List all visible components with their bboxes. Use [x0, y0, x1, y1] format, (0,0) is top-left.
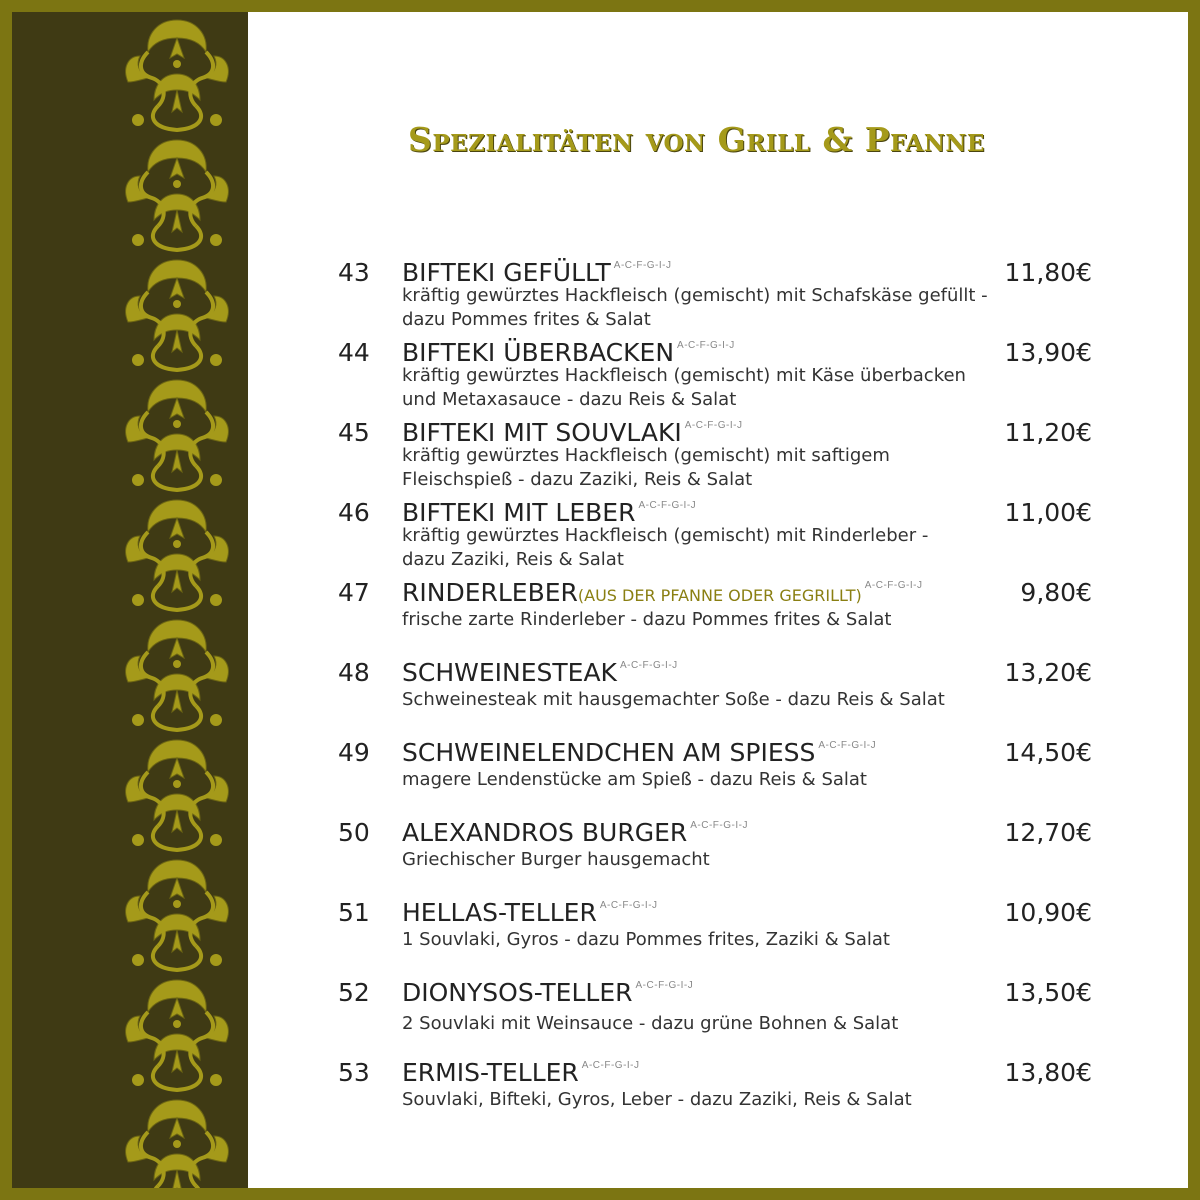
item-price: 13,90€	[1004, 338, 1092, 367]
item-description: magere Lendenstücke am Spieß - dazu Reis & Salat	[402, 769, 867, 790]
item-allergens: A-C-F-G-I-J	[818, 740, 877, 751]
item-description: 1 Souvlaki, Gyros - dazu Pommes frites, Zaziki & Salat	[402, 929, 890, 950]
item-allergens: A-C-F-G-I-J	[864, 580, 923, 591]
item-allergens: A-C-F-G-I-J	[613, 260, 672, 271]
item-allergens: A-C-F-G-I-J	[635, 980, 694, 991]
item-price: 11,00€	[1004, 498, 1092, 527]
item-number: 44	[338, 338, 370, 367]
item-number: 48	[338, 658, 370, 687]
item-allergens: A-C-F-G-I-J	[599, 900, 658, 911]
item-allergens: A-C-F-G-I-J	[619, 660, 678, 671]
item-description: kräftig gewürztes Hackfleisch (gemischt) mit saftigem Fleischspieß - dazu Zaziki, Reis & Salat	[402, 445, 890, 490]
item-description: frische zarte Rinderleber - dazu Pommes frites & Salat	[402, 609, 892, 630]
item-allergens: A-C-F-G-I-J	[638, 500, 697, 511]
item-title: BIFTEKI GEFÜLLT	[402, 258, 611, 287]
item-name	[402, 978, 693, 1007]
item-note: (AUS DER PFANNE ODER GEGRILLT)	[577, 586, 862, 605]
ornament-border	[118, 12, 236, 1188]
item-name	[402, 658, 678, 687]
item-number: 49	[338, 738, 370, 767]
item-description: Souvlaki, Bifteki, Gyros, Leber - dazu Zaziki, Reis & Salat	[402, 1089, 912, 1110]
item-allergens: A-C-F-G-I-J	[684, 420, 743, 431]
item-number: 46	[338, 498, 370, 527]
item-name	[402, 418, 742, 447]
page-title: Spezialitäten von Grill & Pfanne	[408, 120, 985, 159]
item-number: 45	[338, 418, 370, 447]
item-description: kräftig gewürztes Hackfleisch (gemischt) mit Rinderleber - dazu Zaziki, Reis & Salat	[402, 525, 929, 570]
item-title: SCHWEINESTEAK	[402, 658, 617, 687]
item-description: kräftig gewürztes Hackfleisch (gemischt) mit Schafskäse gefüllt -dazu Pommes frites & Salat	[402, 285, 988, 330]
item-title: SCHWEINELENDCHEN AM SPIESS	[402, 738, 816, 767]
item-title: HELLAS-TELLER	[402, 898, 597, 927]
item-description: Griechischer Burger hausgemacht	[402, 849, 710, 870]
item-name	[402, 338, 735, 367]
item-allergens: A-C-F-G-I-J	[677, 340, 735, 351]
item-name	[402, 738, 876, 767]
item-number: 47	[338, 578, 370, 607]
item-number: 52	[338, 978, 370, 1007]
item-name	[402, 498, 696, 527]
item-description: kräftig gewürztes Hackfleisch (gemischt) mit Käse überbacken und Metaxasauce - dazu Reis & Salat	[402, 365, 966, 410]
item-name	[402, 1058, 640, 1087]
item-price: 10,90€	[1004, 898, 1092, 927]
item-description: Schweinesteak mit hausgemachter Soße - dazu Reis & Salat	[402, 689, 945, 710]
item-description: 2 Souvlaki mit Weinsauce - dazu grüne Bohnen & Salat	[402, 1013, 899, 1034]
item-title: ALEXANDROS BURGER	[402, 818, 688, 847]
item-price: 13,50€	[1004, 978, 1092, 1007]
item-number: 53	[338, 1058, 370, 1087]
item-allergens: A-C-F-G-I-J	[581, 1060, 640, 1071]
item-price: 12,70€	[1004, 818, 1092, 847]
item-title: BIFTEKI MIT SOUVLAKI	[402, 418, 682, 447]
item-price: 13,80€	[1004, 1058, 1092, 1087]
item-price: 11,20€	[1004, 418, 1092, 447]
item-price: 13,20€	[1004, 658, 1092, 687]
item-title: ERMIS-TELLER	[402, 1058, 579, 1087]
item-title: BIFTEKI ÜBERBACKEN	[402, 338, 675, 367]
item-name	[402, 578, 922, 607]
item-allergens: A-C-F-G-I-J	[690, 820, 748, 831]
item-title: BIFTEKI MIT LEBER	[402, 498, 636, 527]
item-name	[402, 818, 748, 847]
item-title: DIONYSOS-TELLER	[402, 978, 633, 1007]
item-price: 14,50€	[1004, 738, 1092, 767]
item-name	[402, 898, 658, 927]
ornament-pattern-icon	[118, 12, 236, 1188]
item-price: 11,80€	[1004, 258, 1092, 287]
item-number: 51	[338, 898, 370, 927]
item-name	[402, 258, 672, 287]
item-number: 43	[338, 258, 370, 287]
item-title: RINDERLEBER	[402, 578, 578, 607]
item-number: 50	[338, 818, 370, 847]
item-price: 9,80€	[1020, 578, 1092, 607]
